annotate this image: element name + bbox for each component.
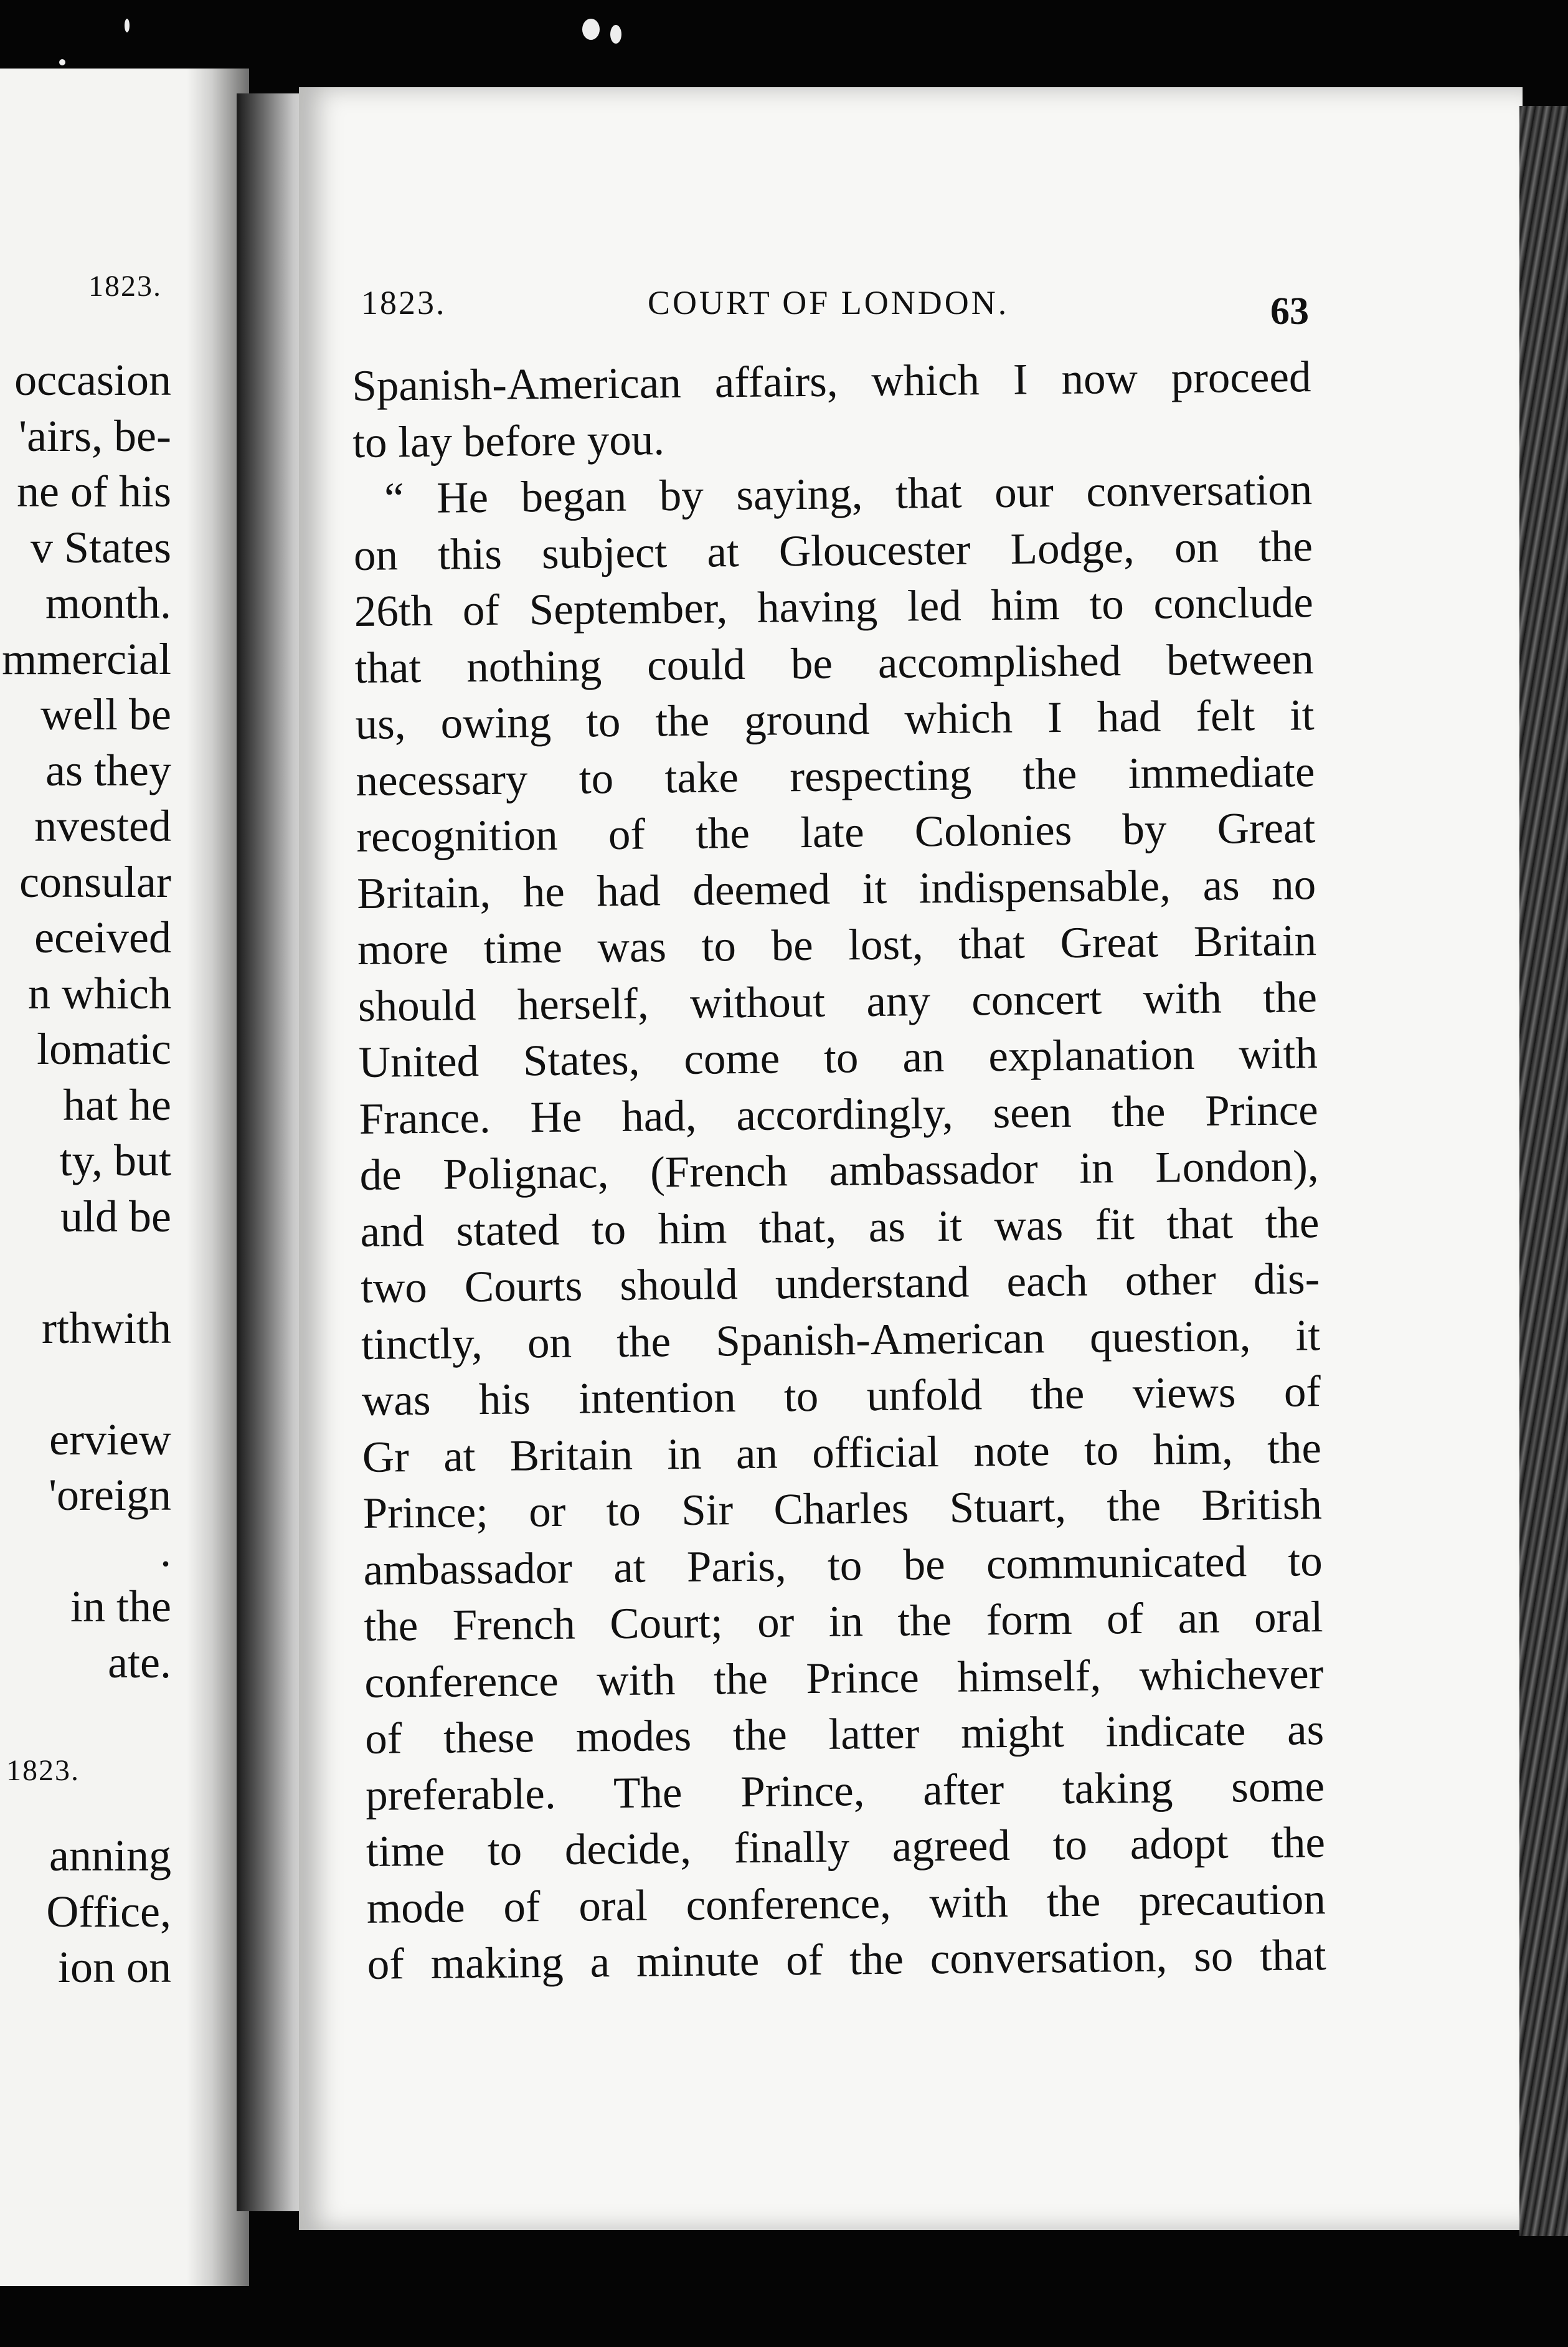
- text-line: conference with the Prince himself, whichever: [364, 1649, 1324, 1707]
- running-header: [361, 283, 1314, 333]
- text-line: and stated to him that, as it was fit that the: [360, 1198, 1320, 1256]
- text-line: ty, but: [59, 1136, 171, 1185]
- text-line: United States, come to an explanation with: [358, 1029, 1318, 1087]
- text-line: rthwith: [42, 1302, 171, 1353]
- marbled-page-edge: [1519, 106, 1568, 2236]
- text-line: Britain, he had deemed it indispensable, as no: [356, 860, 1316, 918]
- text-line: nvested: [34, 801, 171, 851]
- text-line: ne of his: [17, 467, 171, 516]
- text-line: Office,: [46, 1886, 171, 1937]
- text-line: [0, 1356, 171, 1412]
- text-line: 26th of September, having led him to conclude: [354, 578, 1314, 636]
- left-page: [0, 69, 249, 2286]
- text-line: Gr at Britain in an official note to him, the: [362, 1423, 1322, 1482]
- text-line: tinctly, on the Spanish-American question, it: [361, 1311, 1321, 1369]
- text-line: de Polignac, (French ambassador in London),: [359, 1142, 1319, 1200]
- scan-speck: [59, 59, 65, 65]
- text-line: occasion: [14, 355, 171, 405]
- left-page-text: [0, 353, 171, 1690]
- text-line: recognition of the late Colonies by Great: [356, 804, 1316, 861]
- left-page-text-lower: [0, 1828, 171, 1996]
- header-title: COURT OF LONDON.: [648, 284, 1009, 321]
- text-line: “ He began by saying, that our conversation: [384, 465, 1313, 523]
- text-line: on this subject at Gloucester Lodge, on the: [353, 521, 1313, 580]
- text-line: us, owing to the ground which I had felt it: [355, 691, 1315, 749]
- text-line: France. He had, accordingly, seen the Prince: [359, 1085, 1319, 1144]
- page-number: 63: [1270, 290, 1309, 333]
- text-line: mmercial: [2, 633, 171, 684]
- text-line: to lay before you.: [352, 415, 665, 467]
- text-line: of these modes the latter might indicate as: [364, 1705, 1325, 1763]
- text-line: the French Court; or in the form of an oral: [364, 1593, 1323, 1651]
- text-line: n which: [28, 968, 171, 1018]
- text-line: was his intention to unfold the views of: [361, 1367, 1321, 1425]
- text-line: time to decide, finally agreed to adopt the: [366, 1818, 1326, 1876]
- text-line: month.: [45, 578, 171, 628]
- text-line: ambassador at Paris, to be communicated to: [363, 1536, 1323, 1595]
- text-line: .: [160, 1525, 171, 1576]
- text-line: Spanish-American affairs, which I now proceed: [352, 353, 1311, 410]
- text-line: that nothing could be accomplished between: [354, 634, 1315, 693]
- text-line: eceived: [34, 913, 171, 962]
- text-line: mode of oral conference, with the precaution: [366, 1874, 1326, 1933]
- left-page-margin-year: 1823.: [6, 1754, 80, 1787]
- text-line: ion on: [57, 1942, 171, 1992]
- text-line: anning: [49, 1831, 171, 1880]
- text-line: consular: [19, 856, 171, 907]
- scan-speck: [610, 25, 621, 44]
- text-line: uld be: [60, 1191, 171, 1241]
- text-line: ate.: [108, 1637, 171, 1687]
- text-line: should herself, without any concert with the: [357, 972, 1318, 1031]
- text-line: erview: [49, 1414, 171, 1464]
- text-line: hat he: [63, 1079, 171, 1130]
- header-year: 1823.: [361, 284, 446, 321]
- text-line: 'airs, be-: [19, 410, 171, 461]
- text-line: of making a minute of the conversation, so that: [367, 1931, 1327, 1989]
- body-text: [352, 349, 1326, 1993]
- text-line: in the: [70, 1581, 171, 1631]
- scan-speck: [125, 19, 130, 32]
- scan-speck: [582, 19, 600, 40]
- text-line: well be: [40, 690, 171, 739]
- text-line: lomatic: [37, 1024, 171, 1074]
- text-line: 'oreign: [49, 1470, 171, 1520]
- text-line: v States: [31, 522, 171, 572]
- text-line: necessary to take respecting the immediate: [356, 747, 1315, 805]
- text-line: preferable. The Prince, after taking some: [365, 1761, 1325, 1820]
- text-line: Prince; or to Sir Charles Stuart, the British: [362, 1480, 1323, 1538]
- text-line: [0, 1245, 171, 1301]
- left-page-running-year: 1823.: [88, 270, 162, 303]
- text-line: as they: [45, 745, 171, 795]
- text-line: more time was to be lost, that Great Britain: [357, 916, 1317, 974]
- text-line: two Courts should understand each other dis-: [360, 1254, 1320, 1312]
